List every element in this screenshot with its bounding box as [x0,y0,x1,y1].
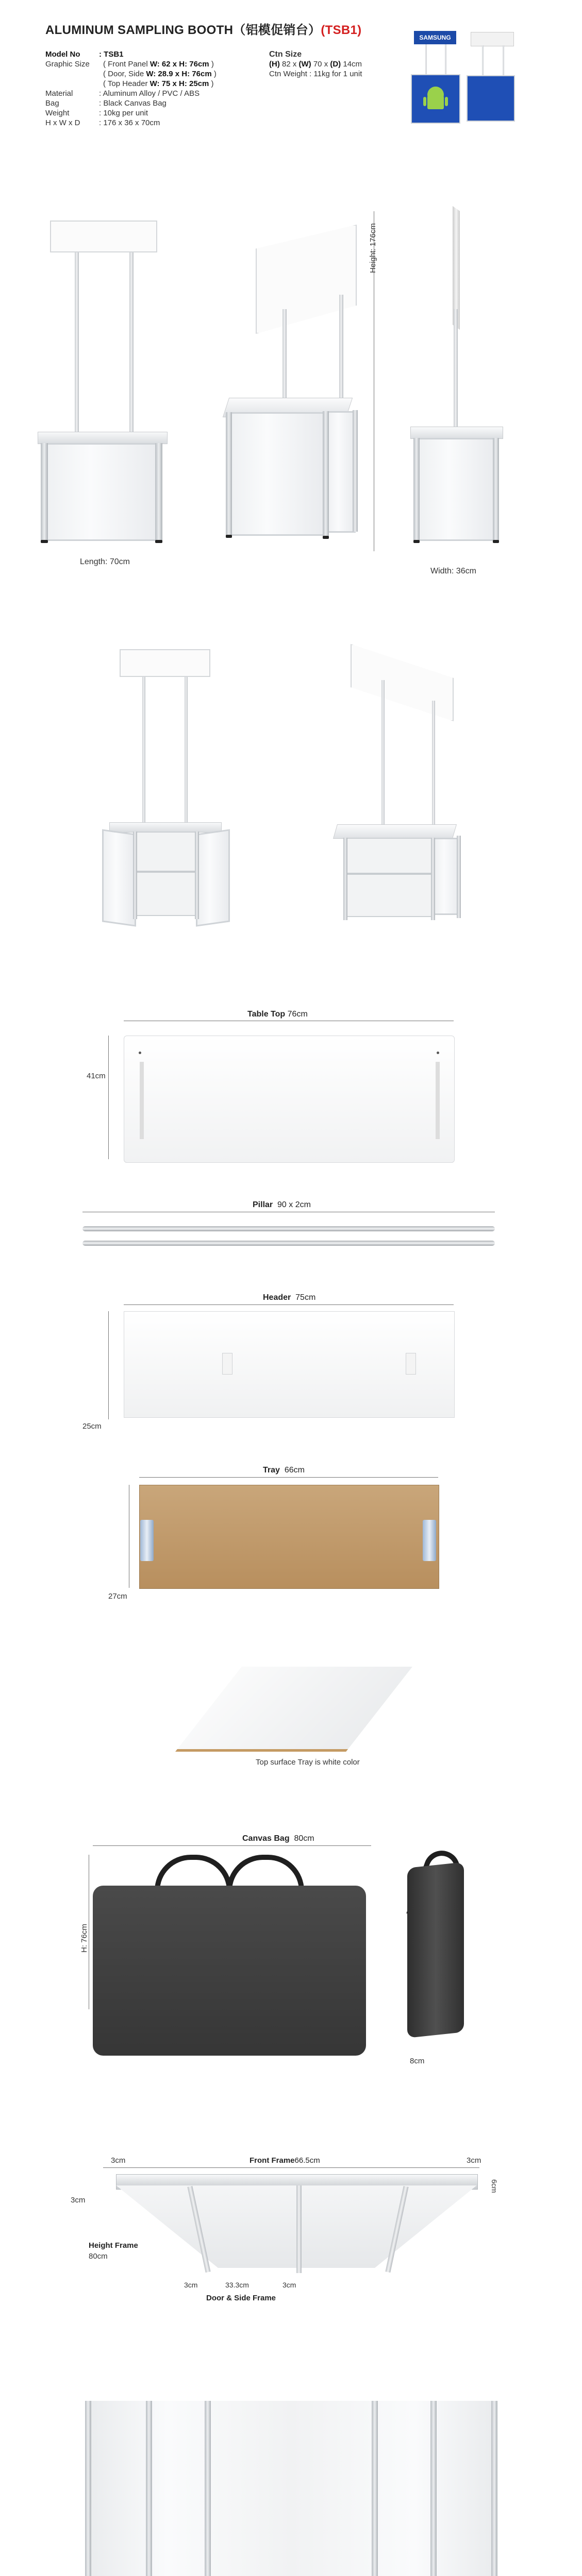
frame-assembly [95,2169,497,2277]
spec-weight [45,108,262,118]
brand-sign: SAMSUNG [414,31,456,44]
spec-label: Material [45,89,73,98]
spec-value: : 10kg per unit [99,109,148,117]
table-top-board [124,1036,455,1163]
tray-angle [170,1667,418,1754]
height-dim: Height: 176cm [369,223,377,273]
blue-panel-2 [467,75,515,122]
open-front-view [93,649,237,969]
spec-value: : TSB1 [99,50,124,59]
header-board [124,1311,455,1418]
ctn-size: (H) 82 x (W) 70 x (D) 14cm [269,60,362,69]
tray-board [139,1485,439,1589]
open-size-view [85,2401,497,2576]
spec-label: Graphic Size [45,60,90,69]
pillar-bar [82,1226,495,1231]
ctn-title: Ctn Size [269,50,302,59]
ctn-weight: Ctn Weight : 11kg for 1 unit [269,70,362,78]
tray-height: 27cm [108,1592,127,1601]
open-back-view [330,644,479,974]
bag-title: Canvas Bag 80cm [242,1834,314,1843]
table-top-height: 41cm [87,1072,106,1080]
tray-title: Tray 66cm [263,1466,305,1475]
spec-label: Bag [45,99,59,108]
frame-side-3cm: 3cm [71,2196,86,2205]
carton-info [269,49,398,79]
spec-model [45,49,262,59]
pillar-title: Pillar 90 x 2cm [253,1200,311,1209]
frame-right-3cm: 3cm [467,2156,481,2165]
blue-panel [411,74,460,124]
tray-note: Top surface Tray is white color [256,1758,360,1767]
bottom-right-3cm: 3cm [282,2281,296,2289]
spec-value: ( Front Panel W: 62 x H: 76cm ) [103,60,214,69]
android-icon [412,75,459,123]
spec-label: H x W x D [45,118,80,127]
spec-graphic [45,59,262,69]
page-title [45,20,361,38]
door-side-frame-label: Door & Side Frame [206,2294,276,2302]
blank-sign [471,32,514,46]
spec-hwd [45,118,262,128]
angle-view [217,206,371,577]
bag-depth: 8cm [410,2057,425,2065]
bottom-left-3cm: 3cm [184,2281,198,2289]
bag-side [402,1844,474,2045]
spec-value: ( Top Header W: 75 x H: 25cm ) [103,79,214,88]
spec-value: : Black Canvas Bag [99,99,167,108]
front-view [28,206,173,546]
header-height: 25cm [82,1422,102,1431]
spec-value: : Aluminum Alloy / PVC / ABS [99,89,200,98]
title-code: (TSB1) [321,23,362,37]
bag-front [93,1855,366,2061]
spec-value: : 176 x 36 x 70cm [99,118,160,127]
side-view [402,206,510,577]
spec-label: Weight [45,109,70,117]
length-dim: Length: 70cm [80,557,130,566]
spec-graphic-door [45,69,262,79]
header-title: Header 75cm [263,1293,316,1302]
spec-label: Model No [45,50,80,59]
spec-list [45,49,262,128]
table-top-title: Table Top 76cm [247,1010,308,1019]
pillar-bar [82,1241,495,1246]
spec-value: ( Door, Side W: 28.9 x H: 76cm ) [103,70,217,78]
tray-handle [423,1520,436,1561]
height-frame-value: 80cm [89,2252,108,2261]
width-dim: Width: 36cm [430,567,476,575]
height-frame-label: Height Frame [89,2241,138,2250]
bottom-mid-dim: 33.3cm [225,2281,249,2289]
product-photo [405,31,521,129]
spec-material [45,89,262,98]
spec-graphic-top [45,79,262,89]
tray-handle [140,1520,154,1561]
front-frame-title: Front Frame66.5cm [250,2156,320,2165]
frame-left-3cm: 3cm [111,2156,126,2165]
frame-right-6cm: 6cm [490,2179,498,2193]
spec-bag [45,98,262,108]
title-main: ALUMINUM SAMPLING BOOTH（铝模促销台） [45,23,321,37]
bag-height: H: 76cm [80,1924,89,1953]
